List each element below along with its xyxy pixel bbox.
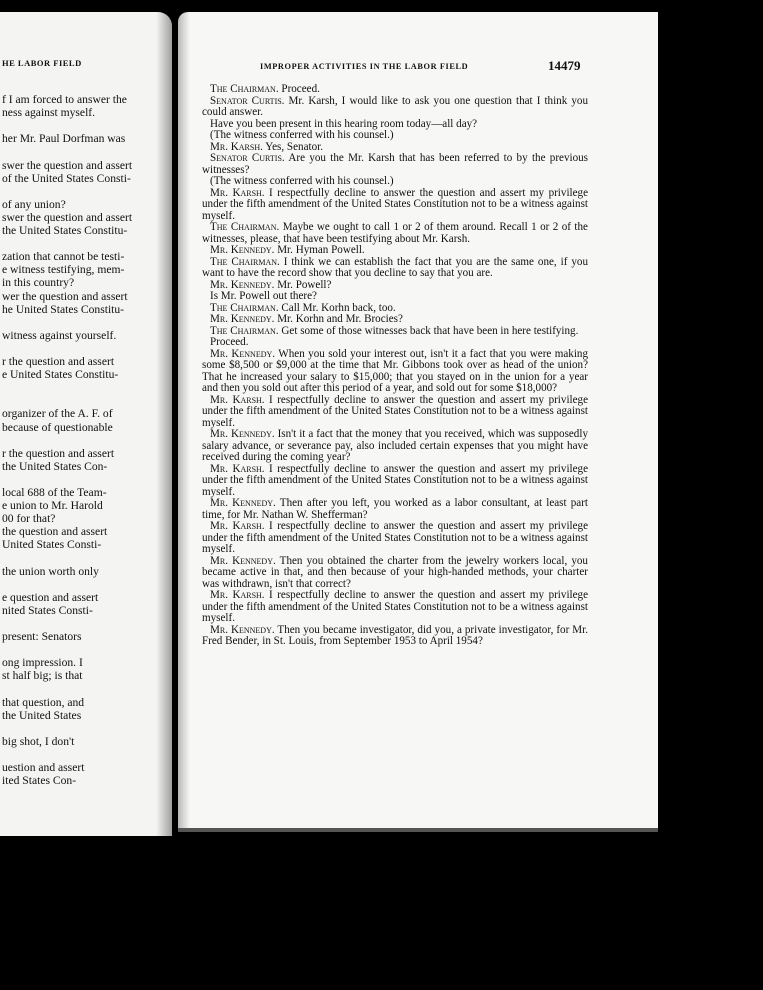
left-page-line: the question and assert [2, 525, 108, 539]
speaker-name: The Chairman. [210, 83, 279, 95]
left-page-line: wer the question and assert [2, 289, 128, 303]
transcript-paragraph [202, 625, 588, 648]
paragraph-text: When you sold your interest out, isn't it a fact that you were making some $8,500 or $9,000 at the time that Mr. Gibbons took over as head of the union? That he increased your salary to $15,000; that you stayed on in the union for a year and then you sold out after this period of a year, and sold out for some $18,000? [202, 347, 588, 394]
speaker-name: The Chairman. [210, 301, 279, 314]
paragraph-text: Then after you left, you worked as a labor consultant, at least part time, for Mr. Nathan W. Shefferman? [202, 497, 588, 521]
left-page-line: e witness testifying, mem- [2, 263, 125, 277]
left-page-line: zation that cannot be testi- [2, 250, 125, 264]
transcript-paragraph [202, 96, 588, 119]
left-page-line: 00 for that? [2, 512, 56, 526]
paragraph-text: Yes, Senator. [262, 140, 323, 153]
hearing-transcript [202, 84, 588, 648]
transcript-paragraph [202, 349, 588, 395]
paragraph-text: Are you the Mr. Karsh that has been referred to by the previous witnesses? [202, 152, 589, 176]
transcript-paragraph [202, 257, 588, 280]
paragraph-text: I respectfully decline to answer the question and assert my privilege under the fifth amendment of the United States Constitution not to be a witness against myself. [202, 589, 588, 624]
transcript-paragraph [202, 222, 588, 245]
speaker-name: Mr. Kennedy. [210, 278, 275, 291]
left-page-line: the United States Con- [2, 459, 108, 473]
left-page-line: uestion and assert [2, 761, 85, 775]
paragraph-text: Mr. Korhn and Mr. Brocies? [274, 313, 403, 325]
paragraph-text: Proceed. [210, 336, 249, 348]
speaker-name: Mr. Karsh. [210, 186, 265, 199]
left-running-head: HE LABOR FIELD [2, 58, 82, 68]
speaker-name: The Chairman. [210, 221, 280, 233]
left-page-line: because of questionable [2, 420, 113, 434]
left-page-line: e United States Constitu- [2, 368, 119, 382]
left-page-line: he United States Constitu- [2, 302, 125, 316]
transcript-paragraph [202, 590, 588, 625]
paragraph-text: Maybe we ought to call 1 or 2 of them around. Recall 1 or 2 of the witnesses, please, that have been testifying about Mr. Karsh. [202, 221, 588, 245]
paragraph-text: Call Mr. Korhn back, too. [278, 301, 396, 314]
paragraph-text: Have you been present in this hearing room today—all day? [210, 117, 478, 130]
right-gutter-shadow [178, 12, 190, 830]
left-page-line: that question, and [2, 695, 85, 709]
speaker-name: Senator Curtis. [210, 94, 285, 107]
page-number: 14479 [548, 58, 581, 73]
left-page-line: of the United States Consti- [2, 171, 131, 185]
paragraph-text: Mr. Karsh, I would like to ask you one question that I think you could answer. [202, 94, 588, 118]
left-page-line: in this country? [2, 276, 75, 290]
left-page-line: local 688 of the Team- [2, 486, 107, 499]
left-page-line: the United States [2, 708, 82, 722]
paragraph-text: (The witness conferred with his counsel.) [210, 175, 394, 187]
speaker-name: Senator Curtis. [210, 152, 285, 164]
transcript-paragraph [202, 521, 588, 556]
paragraph-text: Then you obtained the charter from the jewelry workers local, you became active in that, and then because of your high-handed methods, your charter was withdrawn, isn't that correct? [202, 554, 588, 590]
page-bottom-edge [178, 828, 658, 832]
speaker-name: Mr. Kennedy. [210, 554, 276, 567]
left-page-line: e union to Mr. Harold [2, 499, 103, 513]
right-page [178, 12, 658, 830]
left-page-line: present: Senators [2, 630, 82, 644]
speaker-name: Mr. Karsh. [210, 462, 265, 475]
speaker-name: Mr. Karsh. [210, 589, 265, 601]
paragraph-text: I respectfully decline to answer the question and assert my privilege under the fifth amendment of the United States Constitution not to be a witness against myself. [202, 186, 588, 222]
left-page-line: e question and assert [2, 590, 99, 604]
transcript-paragraph [202, 429, 588, 464]
speaker-name: Mr. Kennedy. [210, 244, 275, 256]
left-page-line: her Mr. Paul Dorfman was [2, 132, 126, 146]
speaker-name: Mr. Kennedy. [210, 428, 275, 440]
left-page-line: ness against myself. [2, 106, 96, 120]
left-page-line: the United States Constitu- [2, 224, 128, 237]
left-page-line: United States Consti- [2, 538, 102, 552]
paragraph-text: I respectfully decline to answer the question and assert my privilege under the fifth amendment of the United States Constitution not to be a witness against myself. [202, 462, 588, 498]
paragraph-text: (The witness conferred with his counsel.) [210, 129, 394, 141]
speaker-name: Mr. Kennedy. [210, 497, 276, 509]
left-gutter-shadow [156, 12, 172, 836]
paragraph-text: Then you became investigator, did you, a private investigator, for Mr. Fred Bender, in St. Louis, from September 1953 to April 1954? [202, 623, 588, 647]
transcript-paragraph [202, 395, 588, 430]
paragraph-text: Proceed. [278, 83, 320, 95]
paragraph-text: Isn't it a fact that the money that you received, which was supposedly salary advance, or severance pay, also included certain expenses that you might have received during the coming year? [202, 428, 588, 463]
speaker-name: Mr. Kennedy. [210, 347, 276, 360]
transcript-paragraph [202, 556, 588, 591]
left-page-line: r the question and assert [2, 355, 115, 368]
paragraph-text: Get some of those witnesses back that have been in here testifying. [278, 324, 579, 337]
speaker-name: Mr. Karsh. [210, 520, 265, 532]
left-page-line: organizer of the A. F. of [2, 407, 113, 421]
speaker-name: Mr. Karsh. [210, 393, 265, 406]
transcript-paragraph [202, 153, 588, 176]
left-page-line: ong impression. I [2, 656, 83, 670]
transcript-paragraph [202, 188, 588, 223]
paragraph-text: Is Mr. Powell out there? [210, 290, 317, 302]
paragraph-text: Mr. Hyman Powell. [274, 244, 365, 256]
left-page-line: the union worth only [2, 564, 99, 578]
left-page-line: swer the question and assert [2, 210, 133, 224]
speaker-name: Mr. Kennedy. [210, 623, 275, 636]
paragraph-text: I think we can establish the fact that you are the same one, if you want to have the record show that you decline to say that you are. [202, 255, 588, 279]
left-page-line: of any union? [2, 197, 66, 211]
left-page-line: big shot, I don't [2, 734, 75, 748]
speaker-name: The Chairman. [210, 255, 280, 268]
speaker-name: Mr. Karsh. [210, 140, 263, 153]
left-page-line: witness against yourself. [2, 328, 117, 342]
left-page-line: st half big; is that [2, 669, 83, 683]
paragraph-text: Mr. Powell? [274, 278, 332, 291]
paragraph-text: I respectfully decline to answer the question and assert my privilege under the fifth amendment of the United States Constitution not to be a witness against myself. [202, 520, 588, 555]
transcript-paragraph [202, 464, 588, 499]
transcript-paragraph [202, 326, 588, 338]
left-page-line: nited States Consti- [2, 603, 93, 617]
speaker-name: The Chairman. [210, 324, 279, 337]
transcript-paragraph [202, 498, 588, 521]
left-page-line: r the question and assert [2, 446, 115, 460]
speaker-name: Mr. Kennedy. [210, 313, 275, 325]
left-page-line: f I am forced to answer the [2, 93, 127, 106]
left-page-line: ited States Con- [2, 774, 77, 788]
running-head: IMPROPER ACTIVITIES IN THE LABOR FIELD [260, 62, 469, 71]
left-page [0, 12, 172, 836]
paragraph-text: I respectfully decline to answer the question and assert my privilege under the fifth amendment of the United States Constitution not to be a witness against myself. [202, 393, 588, 429]
left-page-line: swer the question and assert [2, 158, 133, 172]
